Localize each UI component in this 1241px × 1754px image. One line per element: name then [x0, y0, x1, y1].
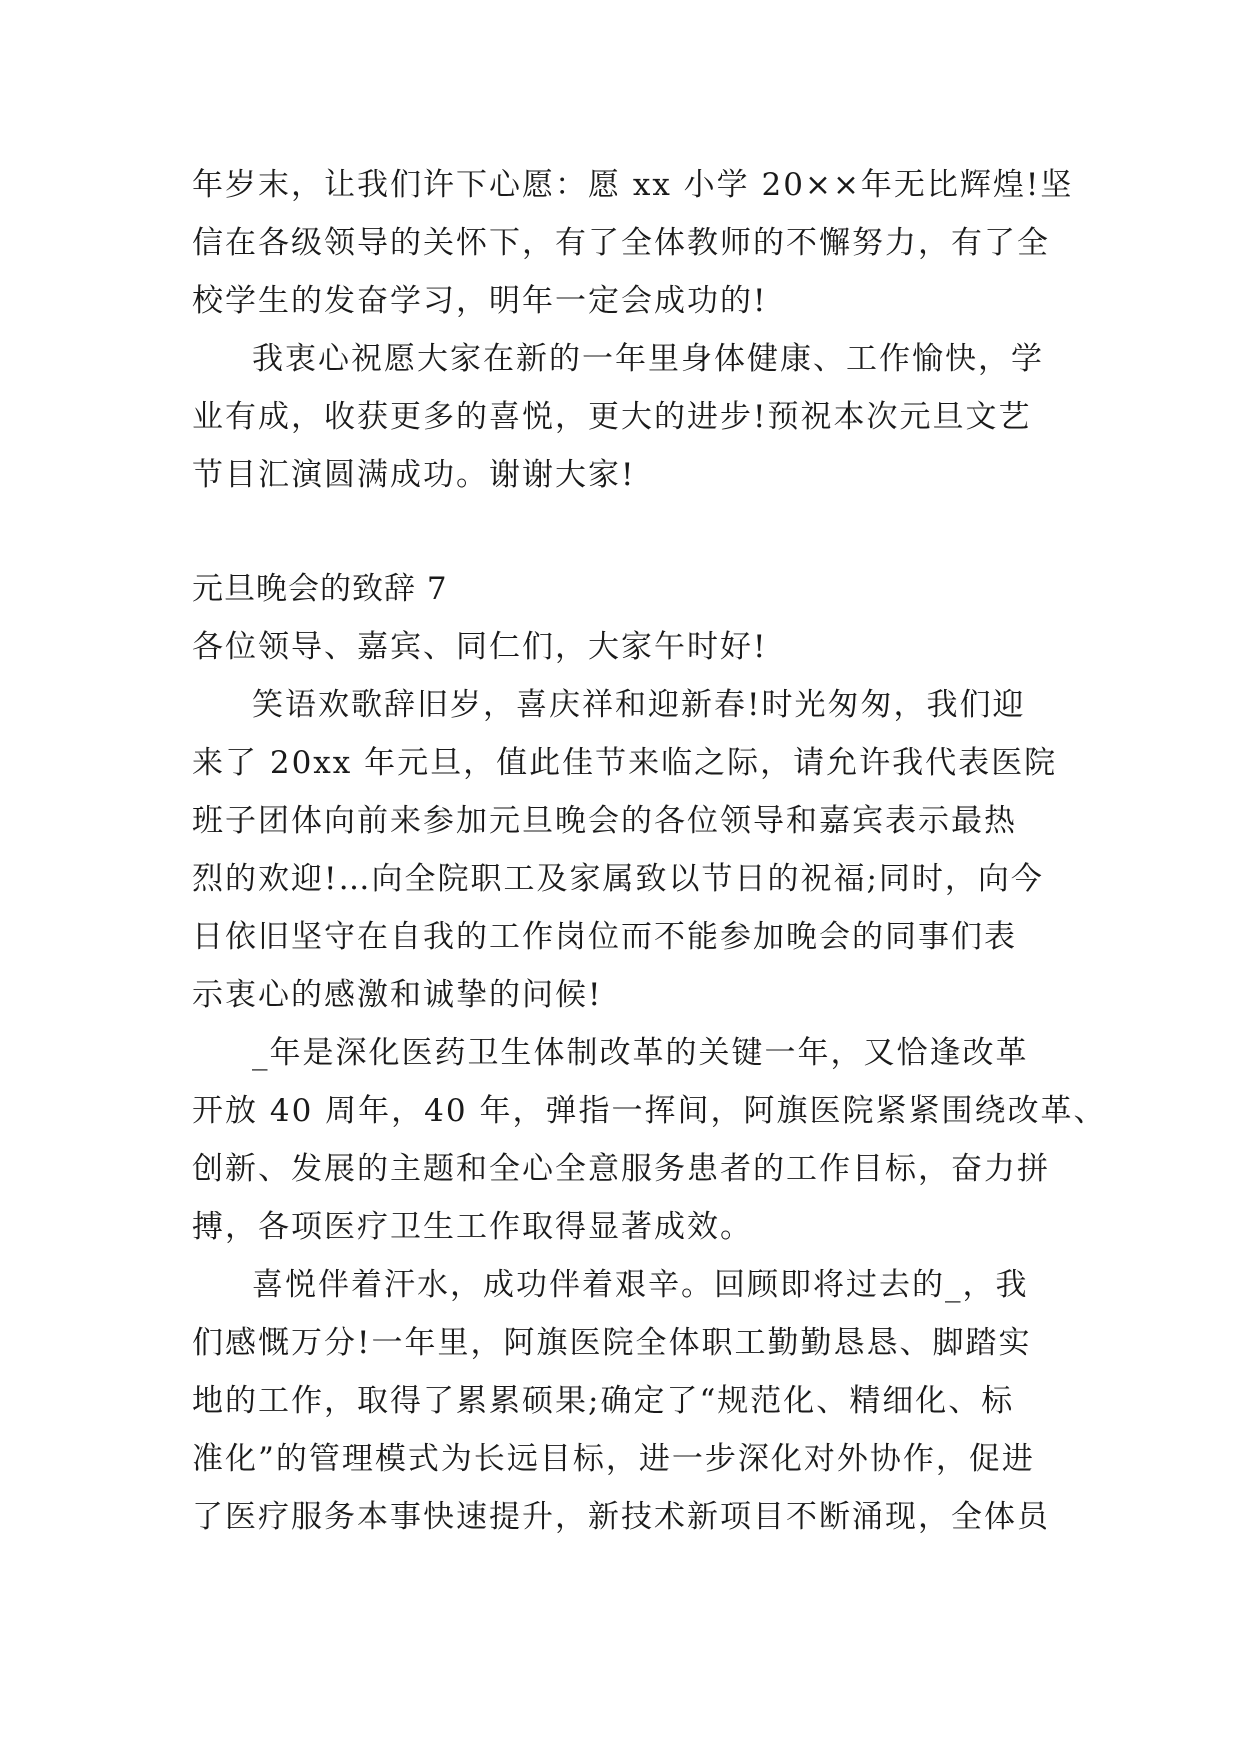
paragraph-2-line-3: 节目汇演圆满成功。谢谢大家!	[192, 457, 636, 493]
paragraph-6-line-1: _年是深化医药卫生体制改革的关键一年，又恰逢改革	[252, 1035, 1029, 1071]
paragraph-7-line-4: 准化”的管理模式为长远目标，进一步深化对外协作，促进	[192, 1441, 1035, 1477]
paragraph-6-line-3: 创新、发展的主题和全心全意服务患者的工作目标，奋力拼	[192, 1151, 1050, 1187]
section-title: 元旦晚会的致辞 7	[192, 571, 448, 607]
paragraph-6-line-4: 搏，各项医疗卫生工作取得显著成效。	[192, 1209, 753, 1245]
paragraph-7-line-5: 了医疗服务本事快速提升，新技术新项目不断涌现，全体员	[192, 1499, 1050, 1535]
paragraph-2-line-2: 业有成，收获更多的喜悦，更大的进步!预祝本次元旦文艺	[192, 399, 1032, 435]
paragraph-5-line-3: 班子团体向前来参加元旦晚会的各位领导和嘉宾表示最热	[192, 803, 1017, 839]
paragraph-7-line-3: 地的工作，取得了累累硕果;确定了“规范化、精细化、标	[192, 1383, 1015, 1419]
salutation: 各位领导、嘉宾、同仁们，大家午时好!	[192, 629, 768, 665]
paragraph-1-line-1: 年岁末，让我们许下心愿：愿 xx 小学 20××年无比辉煌!坚	[192, 167, 1074, 203]
paragraph-5-line-2: 来了 20xx 年元旦，值此佳节来临之际，请允许我代表医院	[192, 745, 1058, 781]
paragraph-7-line-2: 们感慨万分!一年里，阿旗医院全体职工勤勤恳恳、脚踏实	[192, 1325, 1032, 1361]
paragraph-7-line-1: 喜悦伴着汗水，成功伴着艰辛。回顾即将过去的_，我	[252, 1267, 1029, 1303]
paragraph-1-line-2: 信在各级领导的关怀下，有了全体教师的不懈努力，有了全	[192, 225, 1050, 261]
paragraph-2-line-1: 我衷心祝愿大家在新的一年里身体健康、工作愉快，学	[252, 341, 1044, 377]
paragraph-5-line-1: 笑语欢歌辞旧岁，喜庆祥和迎新春!时光匆匆，我们迎	[252, 687, 1026, 723]
paragraph-5-line-4: 烈的欢迎!…向全院职工及家属致以节日的祝福;同时，向今	[192, 861, 1044, 897]
paragraph-5-line-6: 示衷心的感激和诚挚的问候!	[192, 977, 603, 1013]
paragraph-5-line-5: 日依旧坚守在自我的工作岗位而不能参加晚会的同事们表	[192, 919, 1017, 955]
paragraph-6-line-2: 开放 40 周年，40 年，弹指一挥间，阿旗医院紧紧围绕改革、	[192, 1093, 1107, 1129]
paragraph-1-line-3: 校学生的发奋学习，明年一定会成功的!	[192, 283, 768, 319]
